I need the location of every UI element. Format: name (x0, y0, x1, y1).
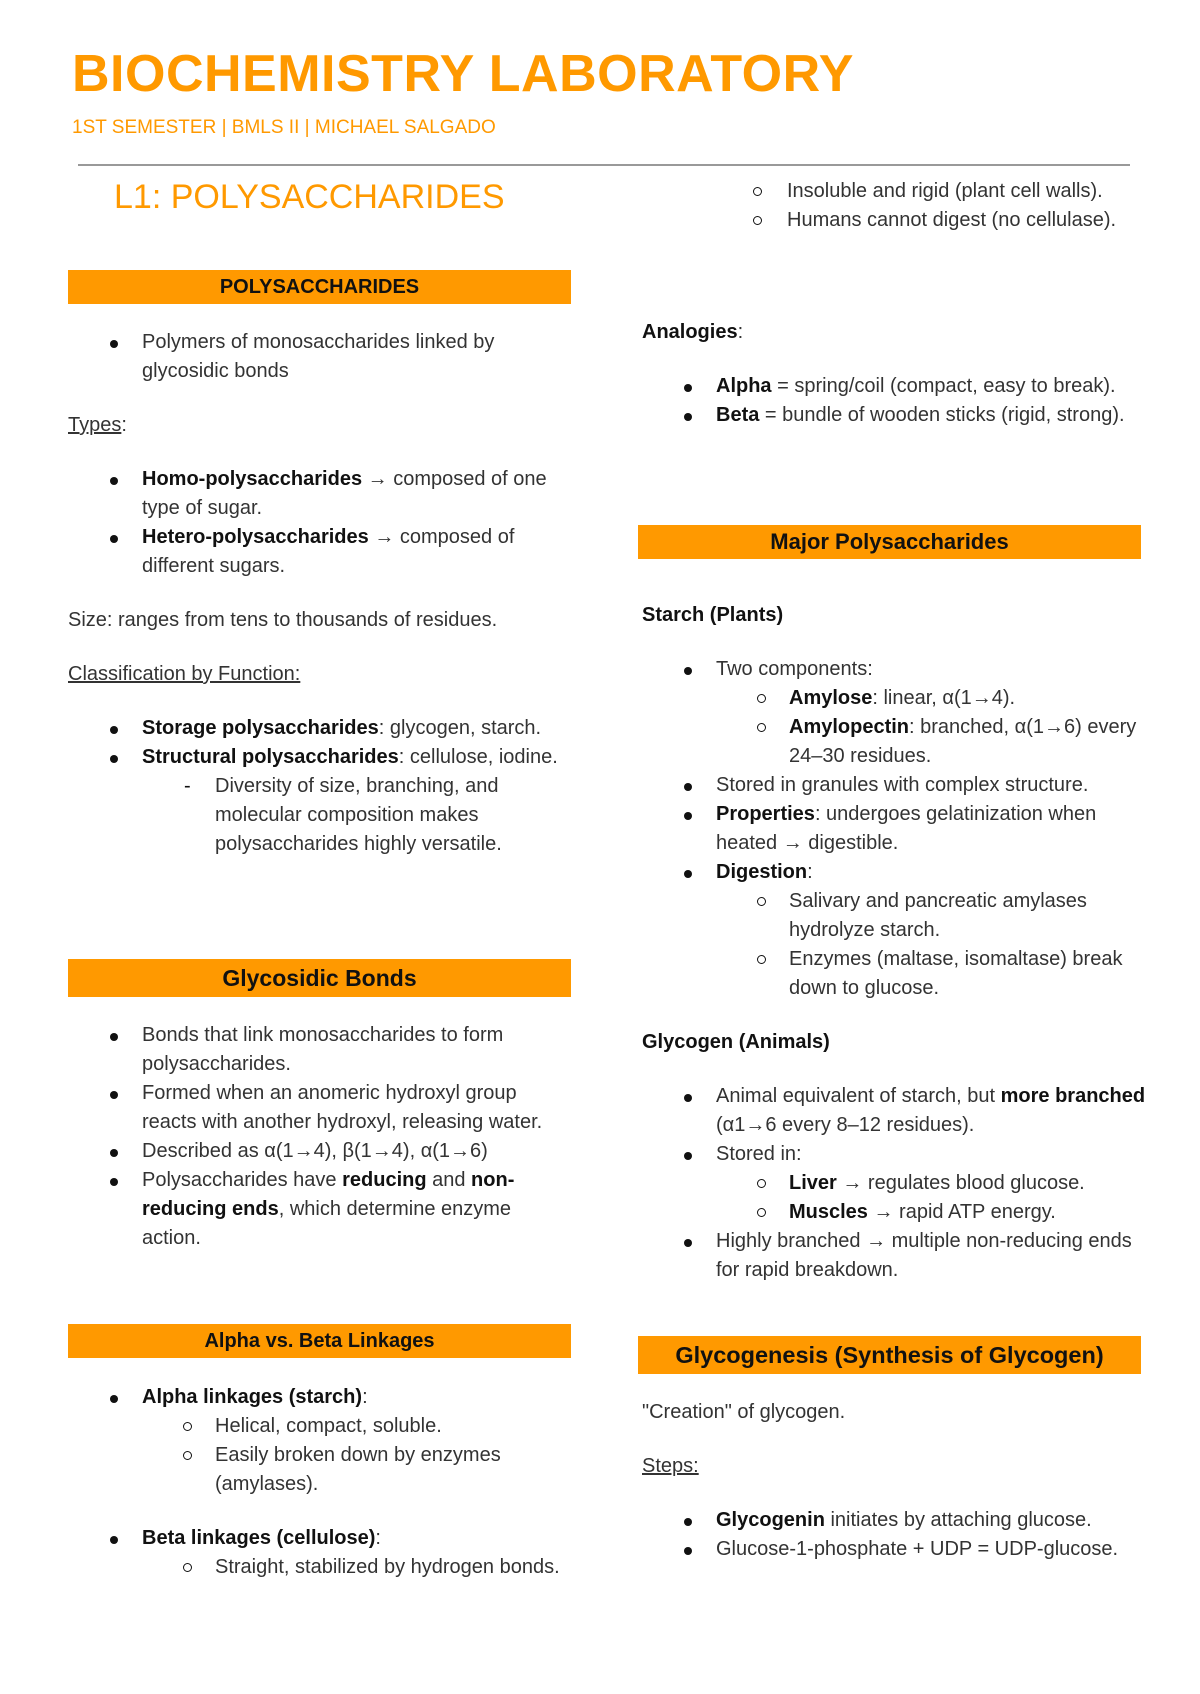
list-item: Storage polysaccharides: glycogen, starch. (68, 714, 574, 743)
list-item: Hetero-polysaccharides → composed of different sugars. (68, 523, 574, 581)
list-item: Digestion: (642, 858, 1148, 887)
glycogen-title: Glycogen (Animals) (642, 1031, 830, 1053)
analogies-block (642, 318, 1148, 430)
polysaccharides-block (68, 328, 574, 859)
steps-label: Steps: (642, 1455, 699, 1477)
list-item: Glycogenin initiates by attaching glucose. (642, 1506, 1148, 1535)
glycogenesis-block (642, 1398, 1148, 1564)
list-item: Humans cannot digest (no cellulase). (638, 206, 1144, 235)
header-divider (78, 164, 1130, 166)
list-item: Stored in: (642, 1140, 1148, 1169)
hollow-bullet-icon (757, 897, 766, 906)
hollow-bullet-icon (183, 1451, 192, 1460)
bullet-icon (110, 726, 118, 734)
hollow-bullet-icon (183, 1563, 192, 1572)
bullet-icon (110, 477, 118, 485)
list-item: Properties: undergoes gelatinization when heated → digestible. (642, 800, 1148, 858)
hollow-bullet-icon (757, 694, 766, 703)
list-item: Structural polysaccharides: cellulose, iodine. (68, 743, 574, 772)
section-heading-glycosidic-bonds: Glycosidic Bonds (68, 959, 571, 997)
starch-title: Starch (Plants) (642, 604, 784, 626)
list-item: Alpha = spring/coil (compact, easy to break). (642, 372, 1148, 401)
bullet-icon (684, 1239, 692, 1247)
list-item: Amylose: linear, α(1→4). (642, 684, 1148, 713)
bullet-icon (110, 755, 118, 763)
list-item: Bonds that link monosaccharides to form polysaccharides. (68, 1021, 574, 1079)
list-item: Polymers of monosaccharides linked by glycosidic bonds (68, 328, 574, 386)
list-item: Polysaccharides have reducing and non-reducing ends, which determine enzyme action. (68, 1166, 574, 1253)
creation-text: "Creation" of glycogen. (642, 1401, 846, 1423)
list-item: Insoluble and rigid (plant cell walls). (638, 177, 1144, 206)
glycosidic-bonds-block (68, 1021, 574, 1253)
list-item: Stored in granules with complex structure. (642, 771, 1148, 800)
list-item: Muscles → rapid ATP energy. (642, 1198, 1148, 1227)
list-item: Described as α(1→4), β(1→4), α(1→6) (68, 1137, 574, 1166)
list-item: Animal equivalent of starch, but more branched (α1→6 every 8–12 residues). (642, 1082, 1148, 1140)
bullet-icon (684, 667, 692, 675)
section-heading-polysaccharides: POLYSACCHARIDES (68, 270, 571, 304)
classification-label: Classification by Function: (68, 663, 301, 685)
list-item: Salivary and pancreatic amylases hydrolyze starch. (642, 887, 1148, 945)
bullet-icon (110, 1536, 118, 1544)
bullet-icon (684, 413, 692, 421)
list-item: Easily broken down by enzymes (amylases). (68, 1441, 574, 1499)
section-heading-alpha-beta: Alpha vs. Beta Linkages (68, 1324, 571, 1358)
list-item: Straight, stabilized by hydrogen bonds. (68, 1553, 574, 1582)
hollow-bullet-icon (757, 1179, 766, 1188)
types-label: Types: (68, 414, 127, 436)
section-heading-major-polysaccharides: Major Polysaccharides (638, 525, 1141, 559)
list-item: Alpha linkages (starch): (68, 1383, 574, 1412)
bullet-icon (110, 1178, 118, 1186)
hollow-bullet-icon (753, 216, 762, 225)
hollow-bullet-icon (757, 723, 766, 732)
bullet-icon (684, 1518, 692, 1526)
bullet-icon (684, 1152, 692, 1160)
bullet-icon (110, 340, 118, 348)
bullet-icon (110, 1395, 118, 1403)
bullet-icon (684, 384, 692, 392)
hollow-bullet-icon (753, 187, 762, 196)
document-title: BIOCHEMISTRY LABORATORY (72, 45, 854, 103)
list-item: Two components: (642, 655, 1148, 684)
bullet-icon (684, 812, 692, 820)
list-item: - Diversity of size, branching, and molecular composition makes polysaccharides highly versatile. (68, 772, 574, 859)
bullet-icon (110, 1033, 118, 1041)
bullet-icon (684, 1094, 692, 1102)
hollow-bullet-icon (757, 955, 766, 964)
list-item: Enzymes (maltase, isomaltase) break down to glucose. (642, 945, 1148, 1003)
section-heading-glycogenesis: Glycogenesis (Synthesis of Glycogen) (638, 1336, 1141, 1374)
major-polysaccharides-block (642, 601, 1148, 1285)
alpha-beta-block (68, 1383, 574, 1582)
document-subtitle: 1ST SEMESTER | BMLS II | MICHAEL SALGADO (72, 117, 496, 138)
list-item: Beta linkages (cellulose): (68, 1524, 574, 1553)
lesson-title: L1: POLYSACCHARIDES (114, 178, 505, 216)
list-item: Formed when an anomeric hydroxyl group reacts with another hydroxyl, releasing water. (68, 1079, 574, 1137)
beta-continued-block (638, 177, 1144, 235)
list-item: Homo-polysaccharides → composed of one type of sugar. (68, 465, 574, 523)
bullet-icon (684, 870, 692, 878)
size-text: Size: ranges from tens to thousands of residues. (68, 609, 498, 631)
list-item: Highly branched → multiple non-reducing ends for rapid breakdown. (642, 1227, 1148, 1285)
bullet-icon (110, 1149, 118, 1157)
bullet-icon (684, 1547, 692, 1555)
hollow-bullet-icon (183, 1422, 192, 1431)
list-item: Helical, compact, soluble. (68, 1412, 574, 1441)
list-item: Beta = bundle of wooden sticks (rigid, strong). (642, 401, 1148, 430)
dash-icon: - (184, 775, 191, 797)
hollow-bullet-icon (757, 1208, 766, 1217)
list-item: Glucose-1-phosphate + UDP = UDP-glucose. (642, 1535, 1148, 1564)
bullet-icon (110, 535, 118, 543)
bullet-icon (110, 1091, 118, 1099)
analogies-label: Analogies: (642, 321, 744, 343)
list-item: Liver → regulates blood glucose. (642, 1169, 1148, 1198)
list-item: Amylopectin: branched, α(1→6) every 24–30 residues. (642, 713, 1148, 771)
bullet-icon (684, 783, 692, 791)
